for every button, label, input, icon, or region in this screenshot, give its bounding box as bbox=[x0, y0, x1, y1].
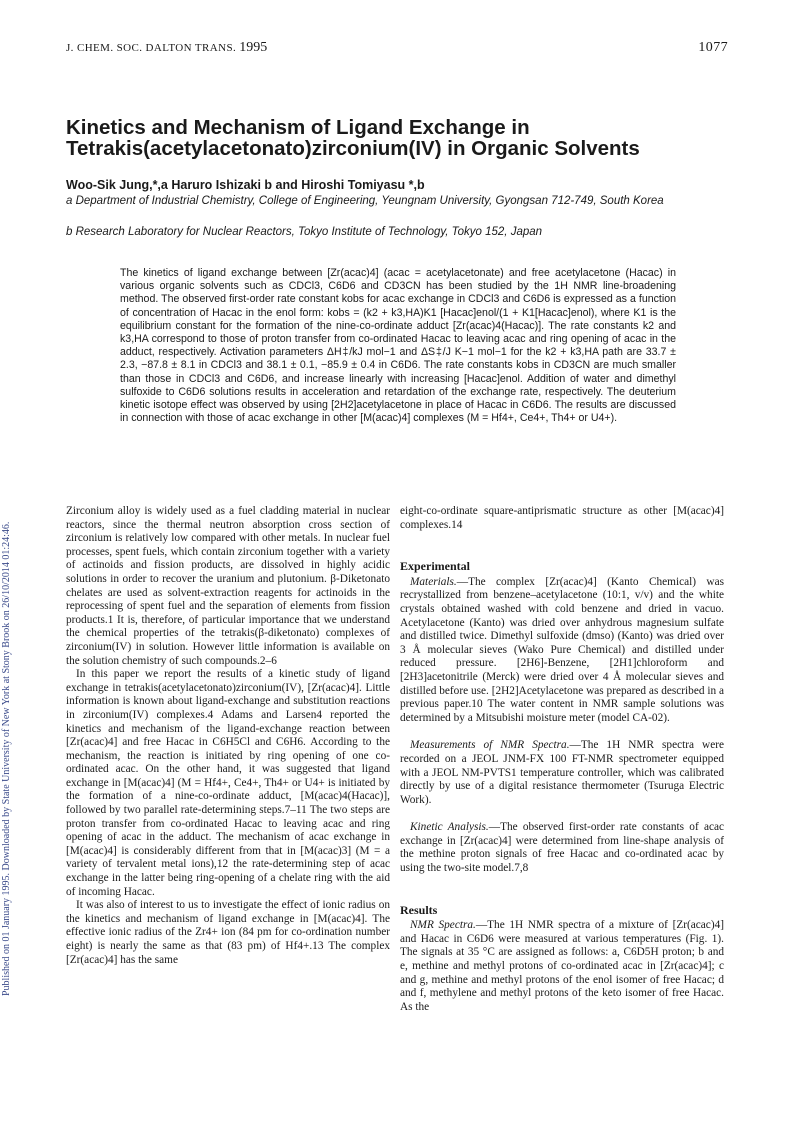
journal-name: J. CHEM. SOC. DALTON TRANS. bbox=[66, 42, 237, 54]
section-heading-results: Results bbox=[400, 902, 438, 917]
author-list: Woo-Sik Jung,*,a Haruro Ishizaki b and Hiroshi Tomiyasu *,b bbox=[66, 178, 425, 192]
running-header bbox=[66, 40, 267, 56]
download-notice: Published on 01 January 1995. Downloaded by State University of New York at Stony Brook on 26/10/2014 01:24:46. bbox=[1, 521, 12, 996]
left-column bbox=[66, 505, 390, 967]
kinetic-paragraph bbox=[400, 821, 724, 875]
results-paragraph bbox=[400, 919, 724, 1014]
article-title: Kinetics and Mechanism of Ligand Exchange in Tetrakis(acetylacetonato)zirconium(IV) in Organic Solvents bbox=[66, 116, 640, 160]
intro-continuation: eight-co-ordinate square-antiprismatic structure as other [M(acac)4] complexes.14 bbox=[400, 505, 724, 531]
kinetic-lead: Kinetic Analysis. bbox=[410, 821, 489, 834]
materials-lead: Materials. bbox=[410, 575, 457, 588]
results-lead: NMR Spectra. bbox=[410, 919, 476, 932]
section-heading-experimental: Experimental bbox=[400, 559, 470, 574]
materials-paragraph bbox=[400, 576, 724, 726]
nmr-paragraph bbox=[400, 739, 724, 807]
results-text: —The 1H NMR spectra of a mixture of [Zr(acac)4] and Hacac in C6D6 were measured at various temperatures (Fig. 1). The signals at 35 °C are assigned as follows: a, C6D5H proton; b and e, methine and methyl protons of co-ordinated acac in [Zr(acac)4]; c and g, methine and methyl protons of the enol isomer of free Hacac; d and f, methylene and methyl protons of the keto isomer of free Hacac. As the bbox=[400, 919, 724, 1013]
intro-paragraph-3: It was also of interest to us to investigate the effect of ionic radius on the kinetics and mechanism of ligand exchange in [M(acac)4]. The effective ionic radius of the Zr4+ ion (84 pm for co-ordination number eight) is nearly the same as that (83 pm) of Hf4+.13 The complex [Zr(acac)4] has the same bbox=[66, 899, 390, 966]
affiliation-b: b Research Laboratory for Nuclear Reactors, Tokyo Institute of Technology, Tokyo 152, Japan bbox=[66, 226, 543, 238]
page-number: 1077 bbox=[698, 40, 728, 55]
abstract: The kinetics of ligand exchange between [Zr(acac)4] (acac = acetylacetonate) and free acetylacetone (Hacac) in various organic solvents such as CDCl3, C6D6 and CD3CN has been studied by the 1H NMR line-broadening method. The observed first-order rate constant kobs for acac exchange in CDCl3 and C6D6 is expressed as a function of concentration of Hacac in the enol form: kobs = (k2 + k3,HA)K1 [Hacac]enol/(1 + K1[Hacac]enol), where K1 is the equilibrium constant for the formation of the nine-co-ordinate adduct [Zr(acac)4(Hacac)]. The rate constants k2 and k3,HA correspond to those of proton transfer from co-ordinated Hacac to leaving acac and ring opening of acac in the adduct, respectively. Activation parameters ΔH‡/kJ mol−1 and ΔS‡/J K−1 mol−1 for the k2 + k3,HA path are 33.7 ± 2.3, −87.8 ± 8.1 in CDCl3 and 38.1 ± 0.1, −85.9 ± 0.4 in C6D6. The rate constants kobs in CD3CN are much smaller than those in CDCl3 and C6D6, and increase linearly with increasing [Hacac]enol. Addition of water and dimethyl sulfoxide to C6D6 solutions results in acceleration and retardation of the exchange rate, respectively. The deuterium kinetic isotope effect was observed by using [2H2]acetylacetone in place of Hacac in C6D6. The results are discussed in connection with those of acac exchange in other [M(acac)4] complexes (M = Hf4+, Ce4+, Th4+ or U4+). bbox=[120, 267, 676, 425]
journal-year: 1995 bbox=[239, 40, 268, 55]
affiliation-a: a Department of Industrial Chemistry, College of Engineering, Yeungnam University, Gyongsan 712-749, South Korea bbox=[66, 195, 664, 207]
intro-paragraph-1: Zirconium alloy is widely used as a fuel cladding material in nuclear reactors, since the thermal neutron absorption cross section of zirconium is relatively low compared with other metals. In nuclear fuel processes, spent fuels, which contain zirconium together with a variety of actinoids and fission products, are dissolved in highly acidic solutions in order to recover the uranium and plutonium. β-Diketonato chelates are used as solvent-extraction reagents for actinoids in the reprocessing of spent fuel and the separation of elements from fission products.1 It is, therefore, of particular importance that we understand the chemical properties of the tetrakis(β-diketonato) complexes of zirconium(IV) in solution. However little information is available on the solution chemistry of such compounds.2–6 bbox=[66, 505, 390, 667]
kinetic-text: —The observed first-order rate constants of acac exchange in [Zr(acac)4] were determined from line-shape analysis of the methine proton signals of free Hacac and co-ordinated acac by using the two-site model.7,8 bbox=[400, 821, 724, 875]
right-column bbox=[400, 505, 724, 1014]
nmr-text: —The 1H NMR spectra were recorded on a JEOL JNM-FX 100 FT-NMR spectrometer equipped with a JEOL NM-PVTS1 temperature controller, which was calibrated directly by use of a digital resistance thermometer (Tsuruga Electric Work). bbox=[400, 739, 724, 806]
intro-paragraph-2: In this paper we report the results of a kinetic study of ligand exchange in tetrakis(acetylacetonato)zirconium(IV), [Zr(acac)4]. Little information is known about ligand-exchange and substitution reactions in zirconium(IV) complexes.4 Adams and Larsen4 reported the kinetics and mechanism of the ligand-exchange reaction between [Zr(acac)4] and free Hacac in C6H5Cl and C6H6. According to the mechanism, the reaction is initiated by ring opening of one co-ordinated acac. On the other hand, it was suggested that ligand exchange in [M(acac)4] (M = Hf4+, Ce4+, Th4+ or U4+ is initiated by the formation of a nine-co-ordinate adduct, [M(acac)4(Hacac)], followed by two parallel rate-determining steps.7–11 The two steps are proton transfer from co-ordinated Hacac to leaving acac and ring opening of acac in the adduct. The mechanism of acac exchange in [M(acac)4] is considerably different from that in [M(acac)3] (M = a variety of tervalent metal ions),12 the rate-determining step of acac exchange in the latter being ring-opening of a chelate ring with the aid of incoming Hacac. bbox=[66, 668, 390, 898]
nmr-lead: Measurements of NMR Spectra. bbox=[410, 739, 570, 752]
materials-text: —The complex [Zr(acac)4] (Kanto Chemical) was recrystallized from benzene–acetylacetone (10:1, v/v) and the white crystals obtained washed with cold benzene and dried in vacuo. Acetylacetone (Kanto) was dried over anhydrous magnesium sulfate and distilled twice. Dimethyl sulfoxide (dmso) (Kanto) was dried over 3 Å molecular sieves (Wako Pure Chemical) and distilled under reduced pressure. [2H6]-Benzene, [2H1]chloroform and [2H3]acetonitrile (Merck) were dried over 4 Å molecular sieves and distilled before use. [2H2]Acetylacetone was prepared as described in a previous paper.10 The water content in NMR sample solutions was determined by a Mitsubishi moisture meter (model CA-02). bbox=[400, 575, 724, 724]
